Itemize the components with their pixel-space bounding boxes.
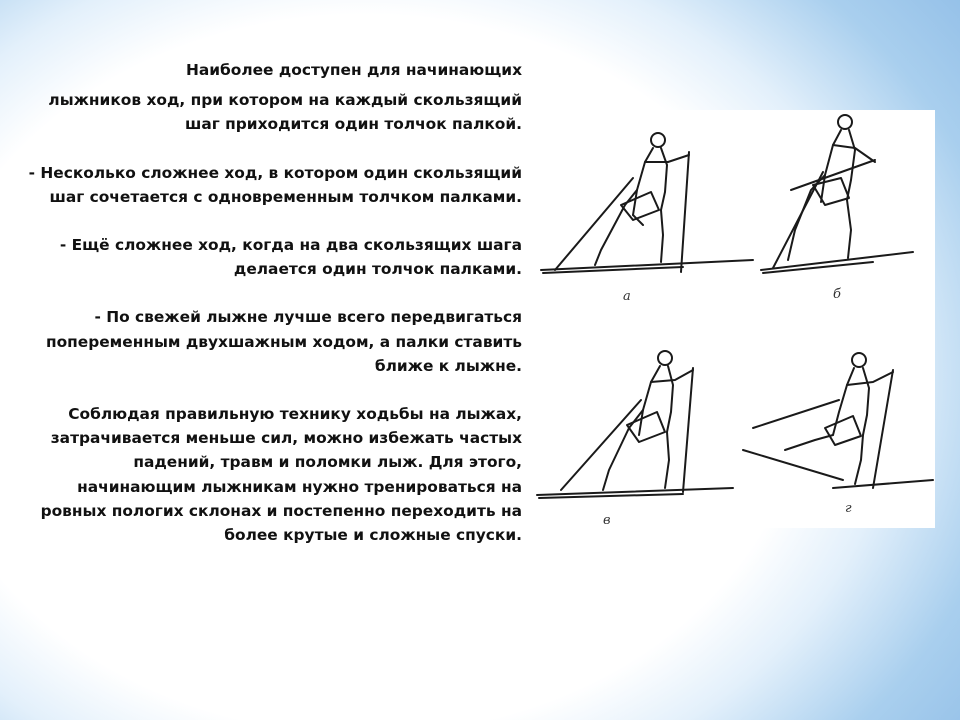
skier-figure-a [541, 133, 753, 273]
paragraph-1: лыжников ход, при котором на каждый скользящий шаг приходится один толчок палкой. [48, 91, 522, 134]
paragraph-4: - По свежей лыжне лучше всего передвигаться попеременным двухшажным ходом, а палки ставить ближе к лыжне. [45, 308, 522, 375]
caption-g: г [845, 501, 852, 516]
skier-figure-g [743, 353, 933, 488]
paragraph-2: - Несколько сложнее ход, в котором один скользящий шаг сочетается с одновременным толчком палками. [28, 163, 522, 206]
skier-figure-v [537, 351, 733, 498]
paragraph-1-line-1: Наиболее доступен для начинающих [185, 61, 522, 79]
skier-figure-b [761, 115, 913, 273]
caption-a: а [623, 289, 631, 304]
text-block [22, 58, 522, 547]
caption-b: б [833, 287, 841, 302]
skiing-technique-illustration [533, 110, 935, 528]
caption-v: в [603, 513, 611, 528]
paragraph-5: Соблюдая правильную технику ходьбы на лыжах, затрачивается меньше сил, можно избежать частых падений, травм и поломки лыж. Для этого, начинающим лыжникам нужно тренироваться на ровных пологих склонах и постепенно переходить на более крутые и сложные спуски. [40, 405, 522, 545]
paragraph-3: - Ещё сложнее ход, когда на два скользящих шага делается один толчок палками. [59, 236, 522, 279]
